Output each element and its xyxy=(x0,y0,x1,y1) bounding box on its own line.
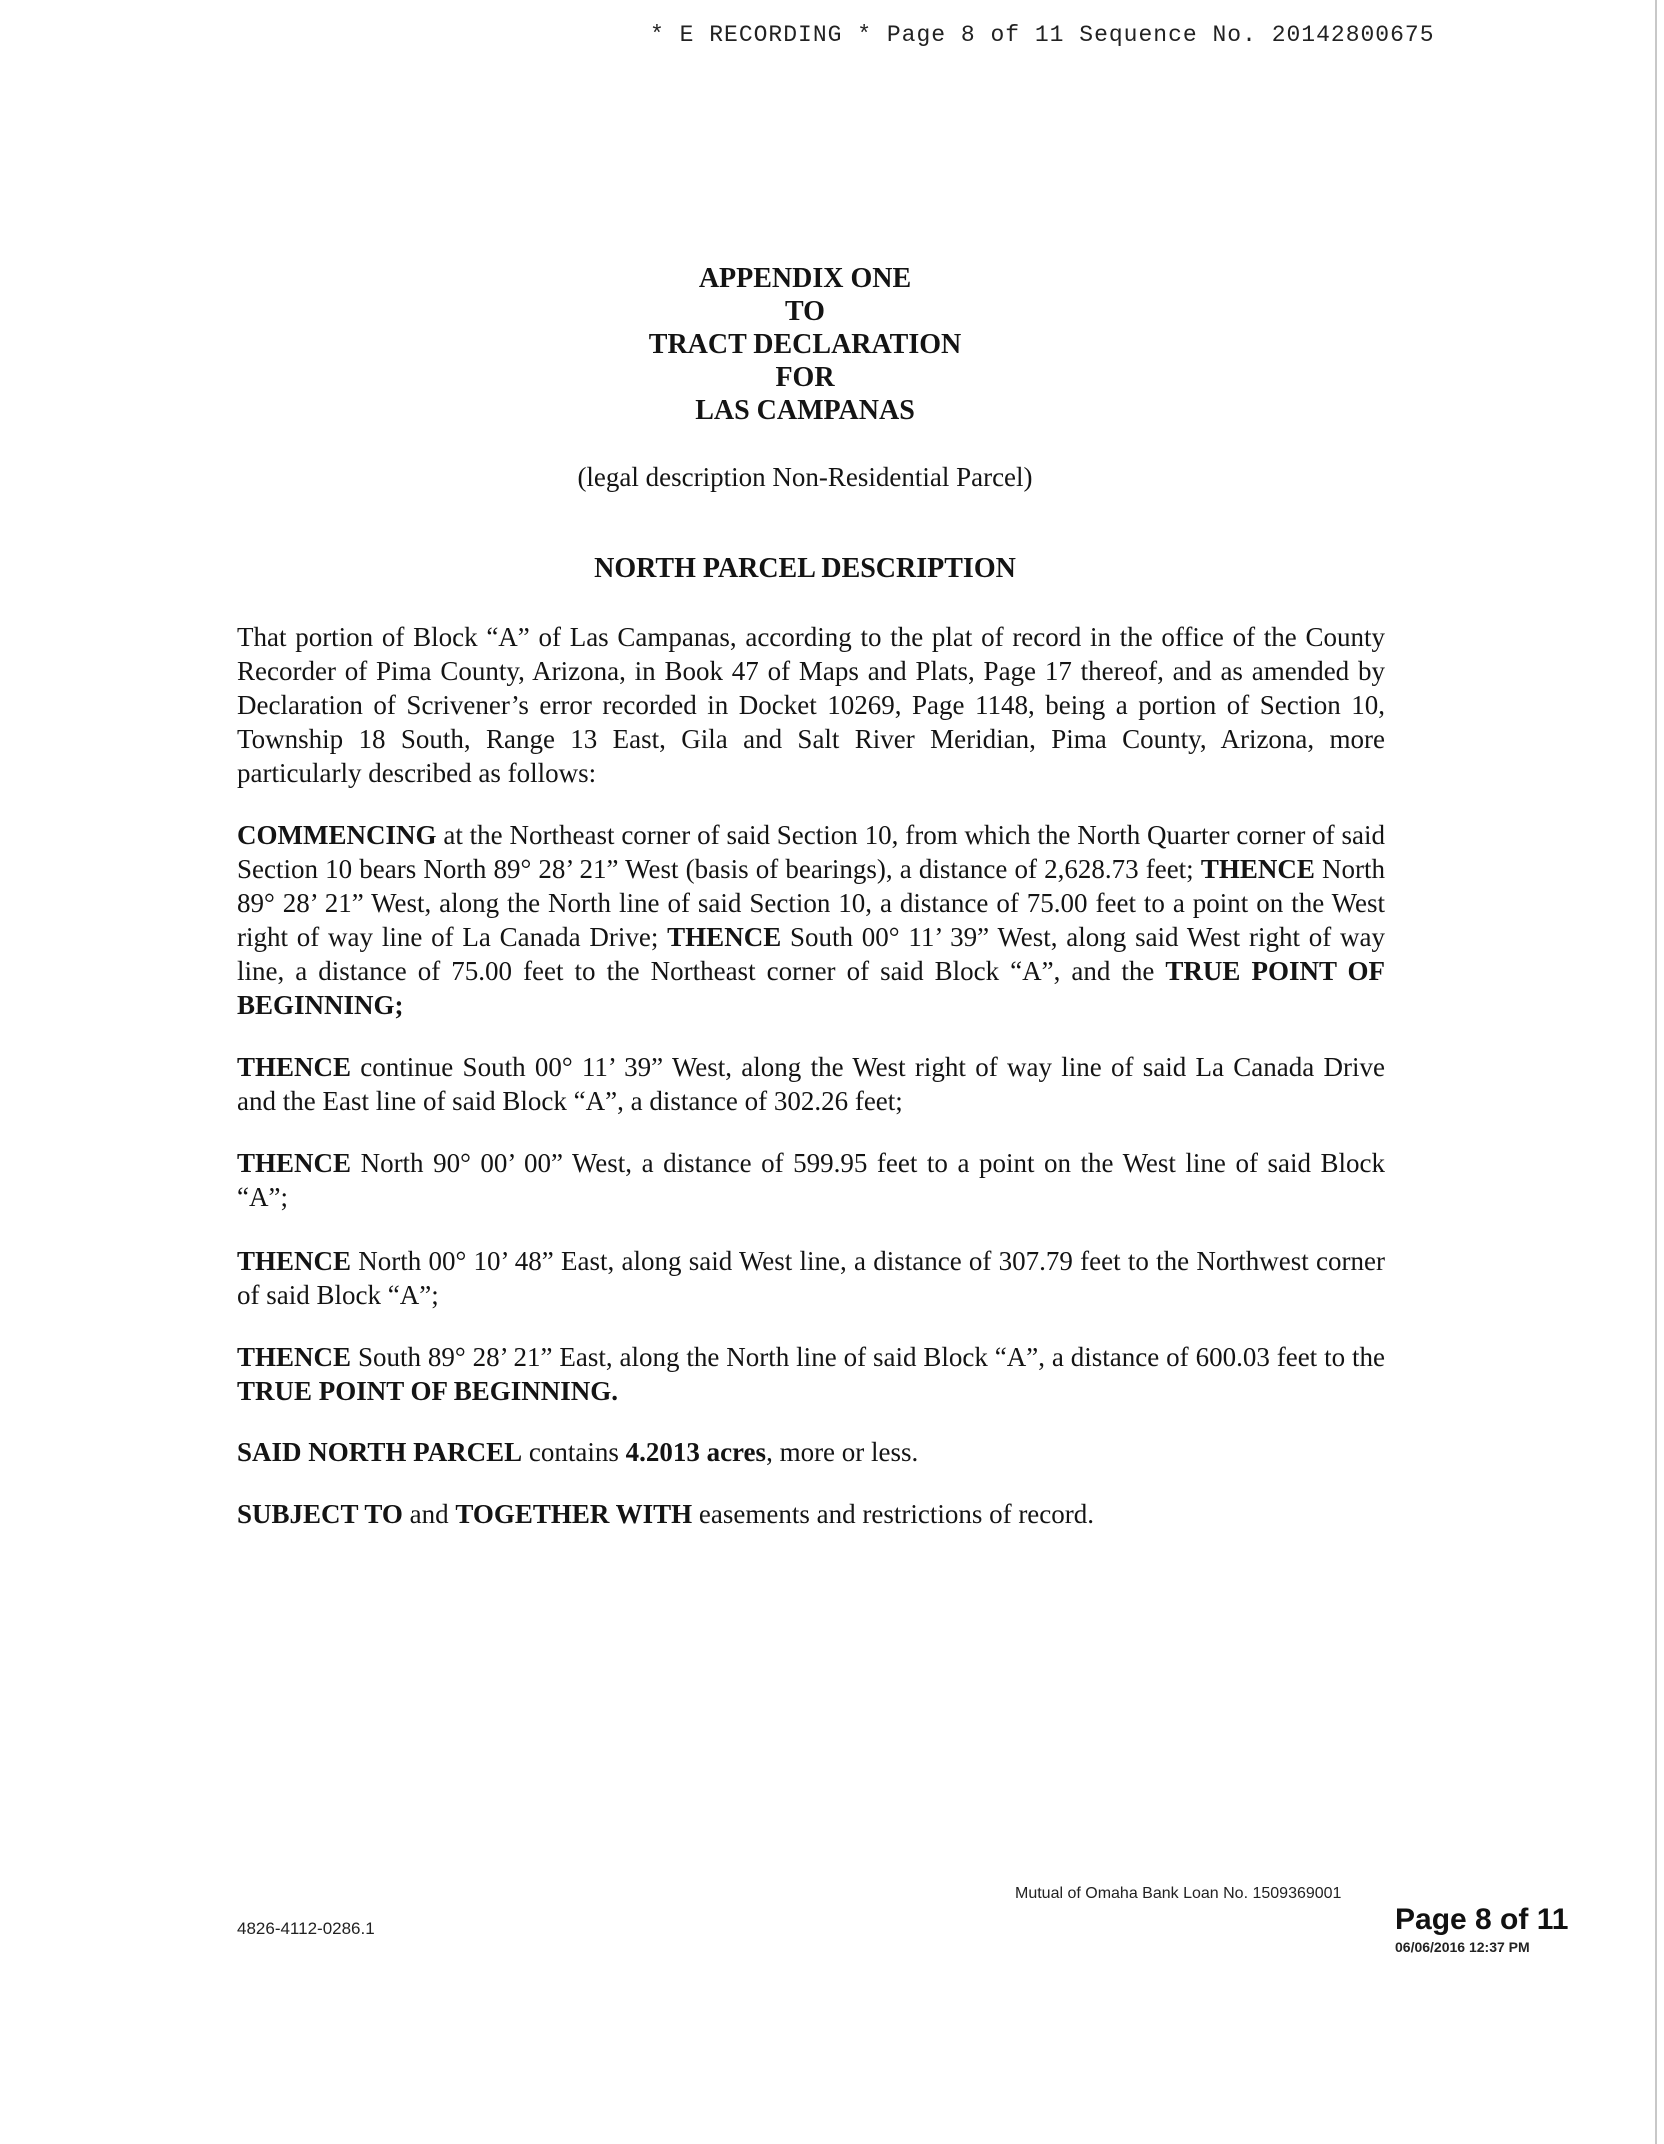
footer-page-number: Page 8 of 11 xyxy=(1395,1903,1569,1936)
paragraph-acreage xyxy=(237,1435,1385,1469)
paragraph-text: and xyxy=(402,1499,456,1529)
title-line-for: FOR xyxy=(775,362,835,393)
section-heading: NORTH PARCEL DESCRIPTION xyxy=(594,553,1016,584)
scan-edge-line xyxy=(1655,0,1657,2144)
document-title xyxy=(540,262,1070,427)
title-line-appendix: APPENDIX ONE xyxy=(698,263,912,294)
paragraph-thence-south xyxy=(237,1050,1385,1118)
keyword: SAID NORTH PARCEL xyxy=(237,1437,523,1467)
keyword: TRUE POINT OF BEGINNING. xyxy=(237,1376,619,1406)
title-line-to: TO xyxy=(785,296,825,327)
paragraph-text: South 00° 11’ 39” West, along said West right of way line, a distance of 75.00 feet to the Northeast corner of said Block “A”, and the xyxy=(237,922,1386,986)
keyword: THENCE xyxy=(1200,854,1315,884)
keyword: 4.2013 acres xyxy=(625,1437,767,1467)
paragraph-text: continue South 00° 11’ 39” West, along the West right of way line of said La Canada Drive and the East line of said Block “A”, a distance of 302.26 feet; xyxy=(237,1052,1385,1116)
paragraph-text: at the Northeast corner of said Section 10, from which the North Quarter corner of said Section 10 bears North 89° 28’ 21” West (basis of bearings), a distance of 2,628.73 feet; xyxy=(237,820,1385,884)
keyword: THENCE xyxy=(237,1052,352,1082)
recording-header: * E RECORDING * Page 8 of 11 Sequence No. 20142800675 xyxy=(650,22,1435,48)
keyword: THENCE xyxy=(237,1148,352,1178)
title-line-las-campanas: LAS CAMPANAS xyxy=(695,395,915,426)
paragraph-intro: That portion of Block “A” of Las Campanas, according to the plat of record in the office of the County Recorder of Pima County, Arizona, in Book 47 of Maps and Plats, Page 17 thereof, and as amended by Declaration of Scrivener’s error recorded in Docket 10269, Page 1148, being a portion of Section 10, Township 18 South, Range 13 East, Gila and Salt River Meridian, Pima County, Arizona, more particularly described as follows: xyxy=(237,622,1385,788)
paragraph-text: North 89° 28’ 21” West, along the North line of said Section 10, a distance of 75.00 feet to a point on the West right of way line of La Canada Drive; xyxy=(237,854,1385,952)
document-subtitle: (legal description Non-Residential Parcel) xyxy=(577,462,1033,492)
keyword: THENCE xyxy=(237,1246,352,1276)
paragraph-text: South 89° 28’ 21” East, along the North line of said Block “A”, a distance of 600.03 feet to the xyxy=(351,1342,1385,1372)
keyword: THENCE xyxy=(667,922,782,952)
paragraph-thence-north-east xyxy=(237,1244,1385,1312)
footer-document-id: 4826-4112-0286.1 xyxy=(237,1919,375,1938)
paragraph-commencing xyxy=(237,818,1385,1022)
paragraph-text: North 00° 10’ 48” East, along said West line, a distance of 307.79 feet to the Northwest corner of said Block “A”; xyxy=(237,1246,1385,1310)
footer-timestamp: 06/06/2016 12:37 PM xyxy=(1395,1939,1530,1955)
keyword: COMMENCING xyxy=(237,820,437,850)
paragraph-text: easements and restrictions of record. xyxy=(692,1499,1095,1529)
paragraph-thence-north-west xyxy=(237,1146,1385,1214)
paragraph-text: contains xyxy=(522,1437,626,1467)
paragraph-text: , more or less. xyxy=(766,1437,919,1467)
title-line-tract-declaration: TRACT DECLARATION xyxy=(648,329,962,360)
footer-loan-number: Mutual of Omaha Bank Loan No. 1509369001 xyxy=(1015,1885,1342,1902)
paragraph-subject-to xyxy=(237,1497,1385,1531)
keyword: SUBJECT TO xyxy=(237,1499,403,1529)
keyword: TRUE POINT OF BEGINNING; xyxy=(237,956,1386,1020)
paragraph-text: North 90° 00’ 00” West, a distance of 599.95 feet to a point on the West line of said Block “A”; xyxy=(237,1148,1385,1212)
keyword: TOGETHER WITH xyxy=(455,1499,693,1529)
keyword: THENCE xyxy=(237,1342,352,1372)
paragraph-thence-south-east xyxy=(237,1340,1385,1408)
